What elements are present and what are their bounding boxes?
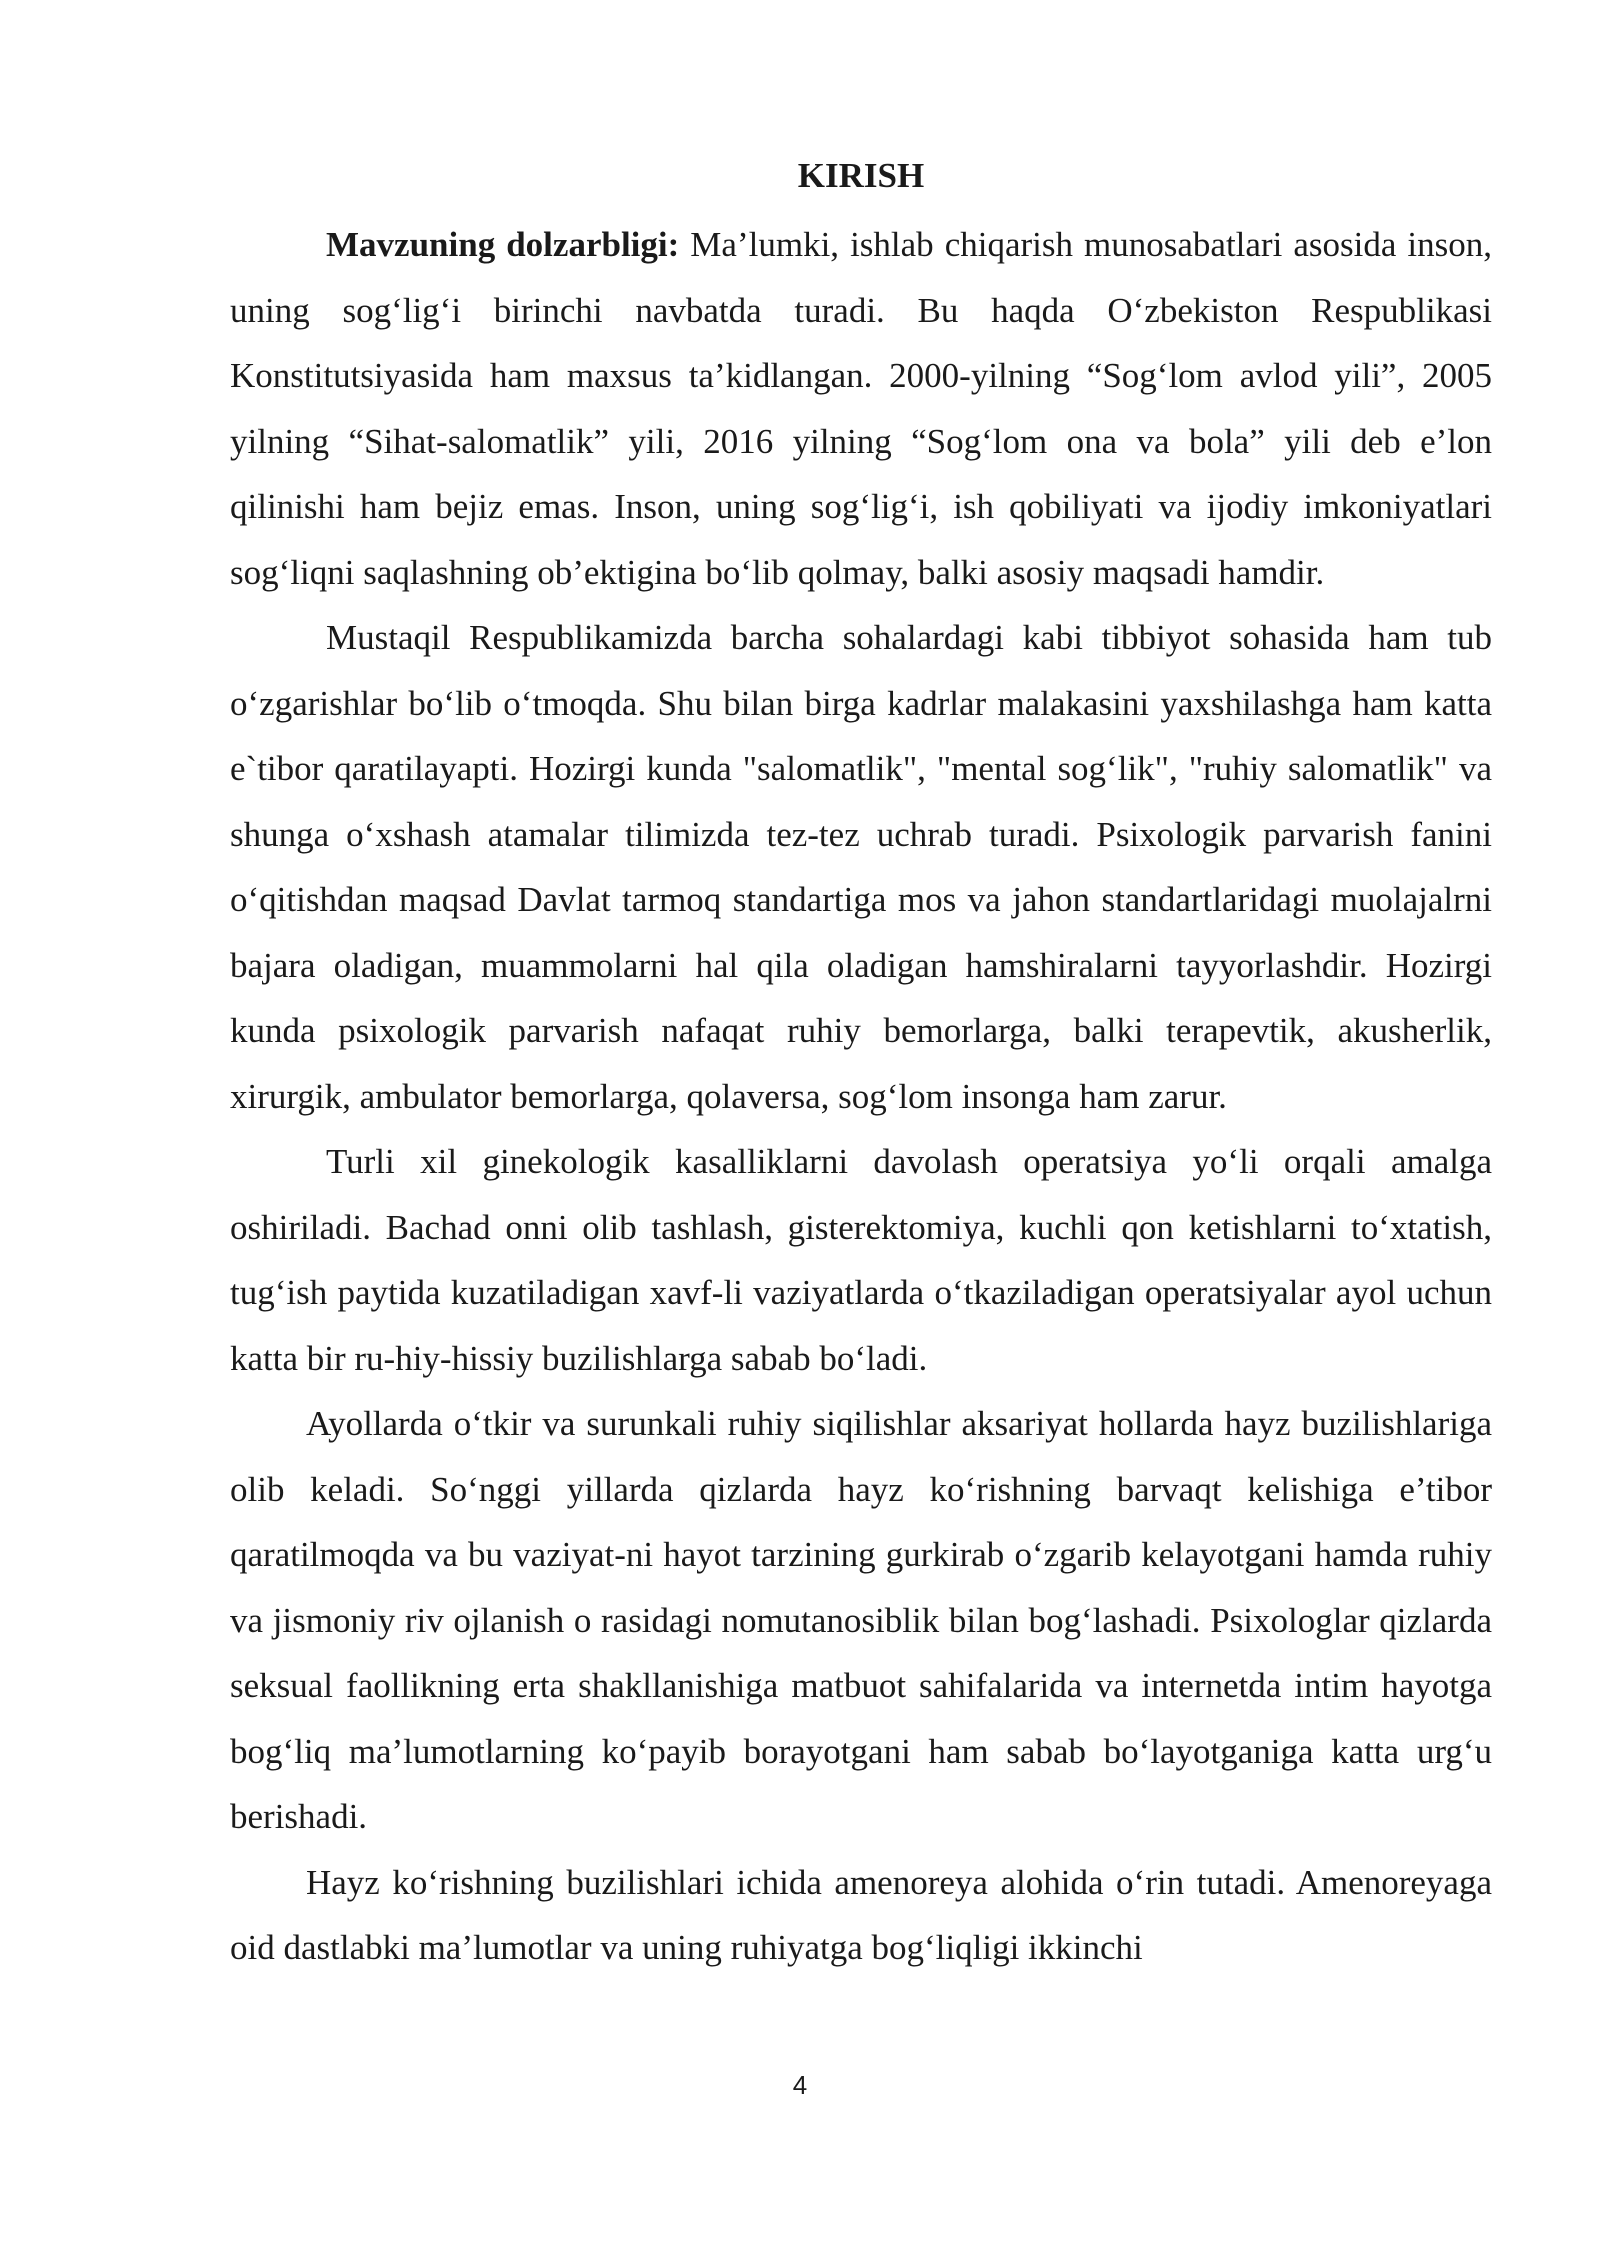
paragraph-text: Ayollarda o‘tkir va surunkali ruhiy siqilishlar aksariyat hollarda hayz buzilishlariga olib keladi. So‘nggi yillarda qizlarda hayz ko‘rishning barvaqt kelishiga e’tibor qaratilmoqda va bu vaziyat-ni hayot tarzining gurkirab o‘zgarib kelayotgani hamda ruhiy va jismoniy riv ojlanish o rasidagi nomutanosiblik bilan bog‘lashadi. Psixologlar qizlarda seksual faollikning erta shakllanishiga matbuot sahifalarida va internetda intim hayotga bog‘liq ma’lumotlarning ko‘payib borayotgani ham sabab bo‘layotganiga katta urg‘u berishadi.: [230, 1404, 1492, 1836]
paragraph-text: Turli xil ginekologik kasalliklarni davolash operatsiya yo‘li orqali amalga oshiriladi. Bachad onni olib tashlash, gisterektomiya, kuchli qon ketishlarni to‘xtatish, tug‘ish paytida kuzatiladigan xavf-li vaziyatlarda o‘tkaziladigan operatsiyalar ayol uchun katta bir ru-hiy-hissiy buzilishlarga sabab bo‘ladi.: [230, 1142, 1492, 1378]
paragraph-text: Hayz ko‘rishning buzilishlari ichida amenoreya alohida o‘rin tutadi. Amenoreyaga oid dastlabki ma’lumotlar va uning ruhiyatga bog‘liqligi ikkinchi: [230, 1862, 1492, 1967]
paragraph-reforms: [230, 605, 1492, 1129]
paragraph-amenorrhea: [230, 1850, 1492, 1981]
paragraph-stress: [230, 1391, 1492, 1850]
page-number: 4: [792, 2070, 808, 2100]
paragraph-relevance: [230, 212, 1492, 605]
paragraph-operations: [230, 1129, 1492, 1391]
paragraph-lead: Mavzuning dolzarbligi:: [326, 225, 680, 264]
page-content: [230, 150, 1492, 1981]
page-title: KIRISH: [797, 156, 925, 195]
paragraph-text: Ma’lumki, ishlab chiqarish munosabatlari asosida inson, uning sog‘lig‘i birinchi navbatda turadi. Bu haqda O‘zbekiston Respublikasi Konstitutsiyasida ham maxsus ta’kidlangan. 2000-yilning “Sog‘lom avlod yili”, 2005 yilning “Sihat-salomatlik” yili, 2016 yilning “Sog‘lom ona va bola” yili deb e’lon qilinishi ham bejiz emas. Inson, uning sog‘lig‘i, ish qobiliyati va ijodiy imkoniyatlari sog‘liqni saqlashning ob’ektigina bo‘lib qolmay, balki asosiy maqsadi hamdir.: [230, 225, 1492, 592]
paragraph-text: Mustaqil Respublikamizda barcha sohalardagi kabi tibbiyot sohasida ham tub o‘zgarishlar bo‘lib o‘tmoqda. Shu bilan birga kadrlar malakasini yaxshilashga ham katta e`tibor qaratilayapti. Hozirgi kunda "salomatlik", "mental sog‘lik", "ruhiy salomatlik" va shunga o‘xshash atamalar tilimizda tez-tez uchrab turadi. Psixologik parvarish fanini o‘qitishdan maqsad Davlat tarmoq standartiga mos va jahon standartlaridagi muolajalrni bajara oladigan, muammolarni hal qila oladigan hamshiralarni tayyorlashdir. Hozirgi kunda psixologik parvarish nafaqat ruhiy bemorlarga, balki terapevtik, akusherlik, xirurgik, ambulator bemorlarga, qolaversa, sog‘lom insonga ham zarur.: [230, 618, 1492, 1116]
